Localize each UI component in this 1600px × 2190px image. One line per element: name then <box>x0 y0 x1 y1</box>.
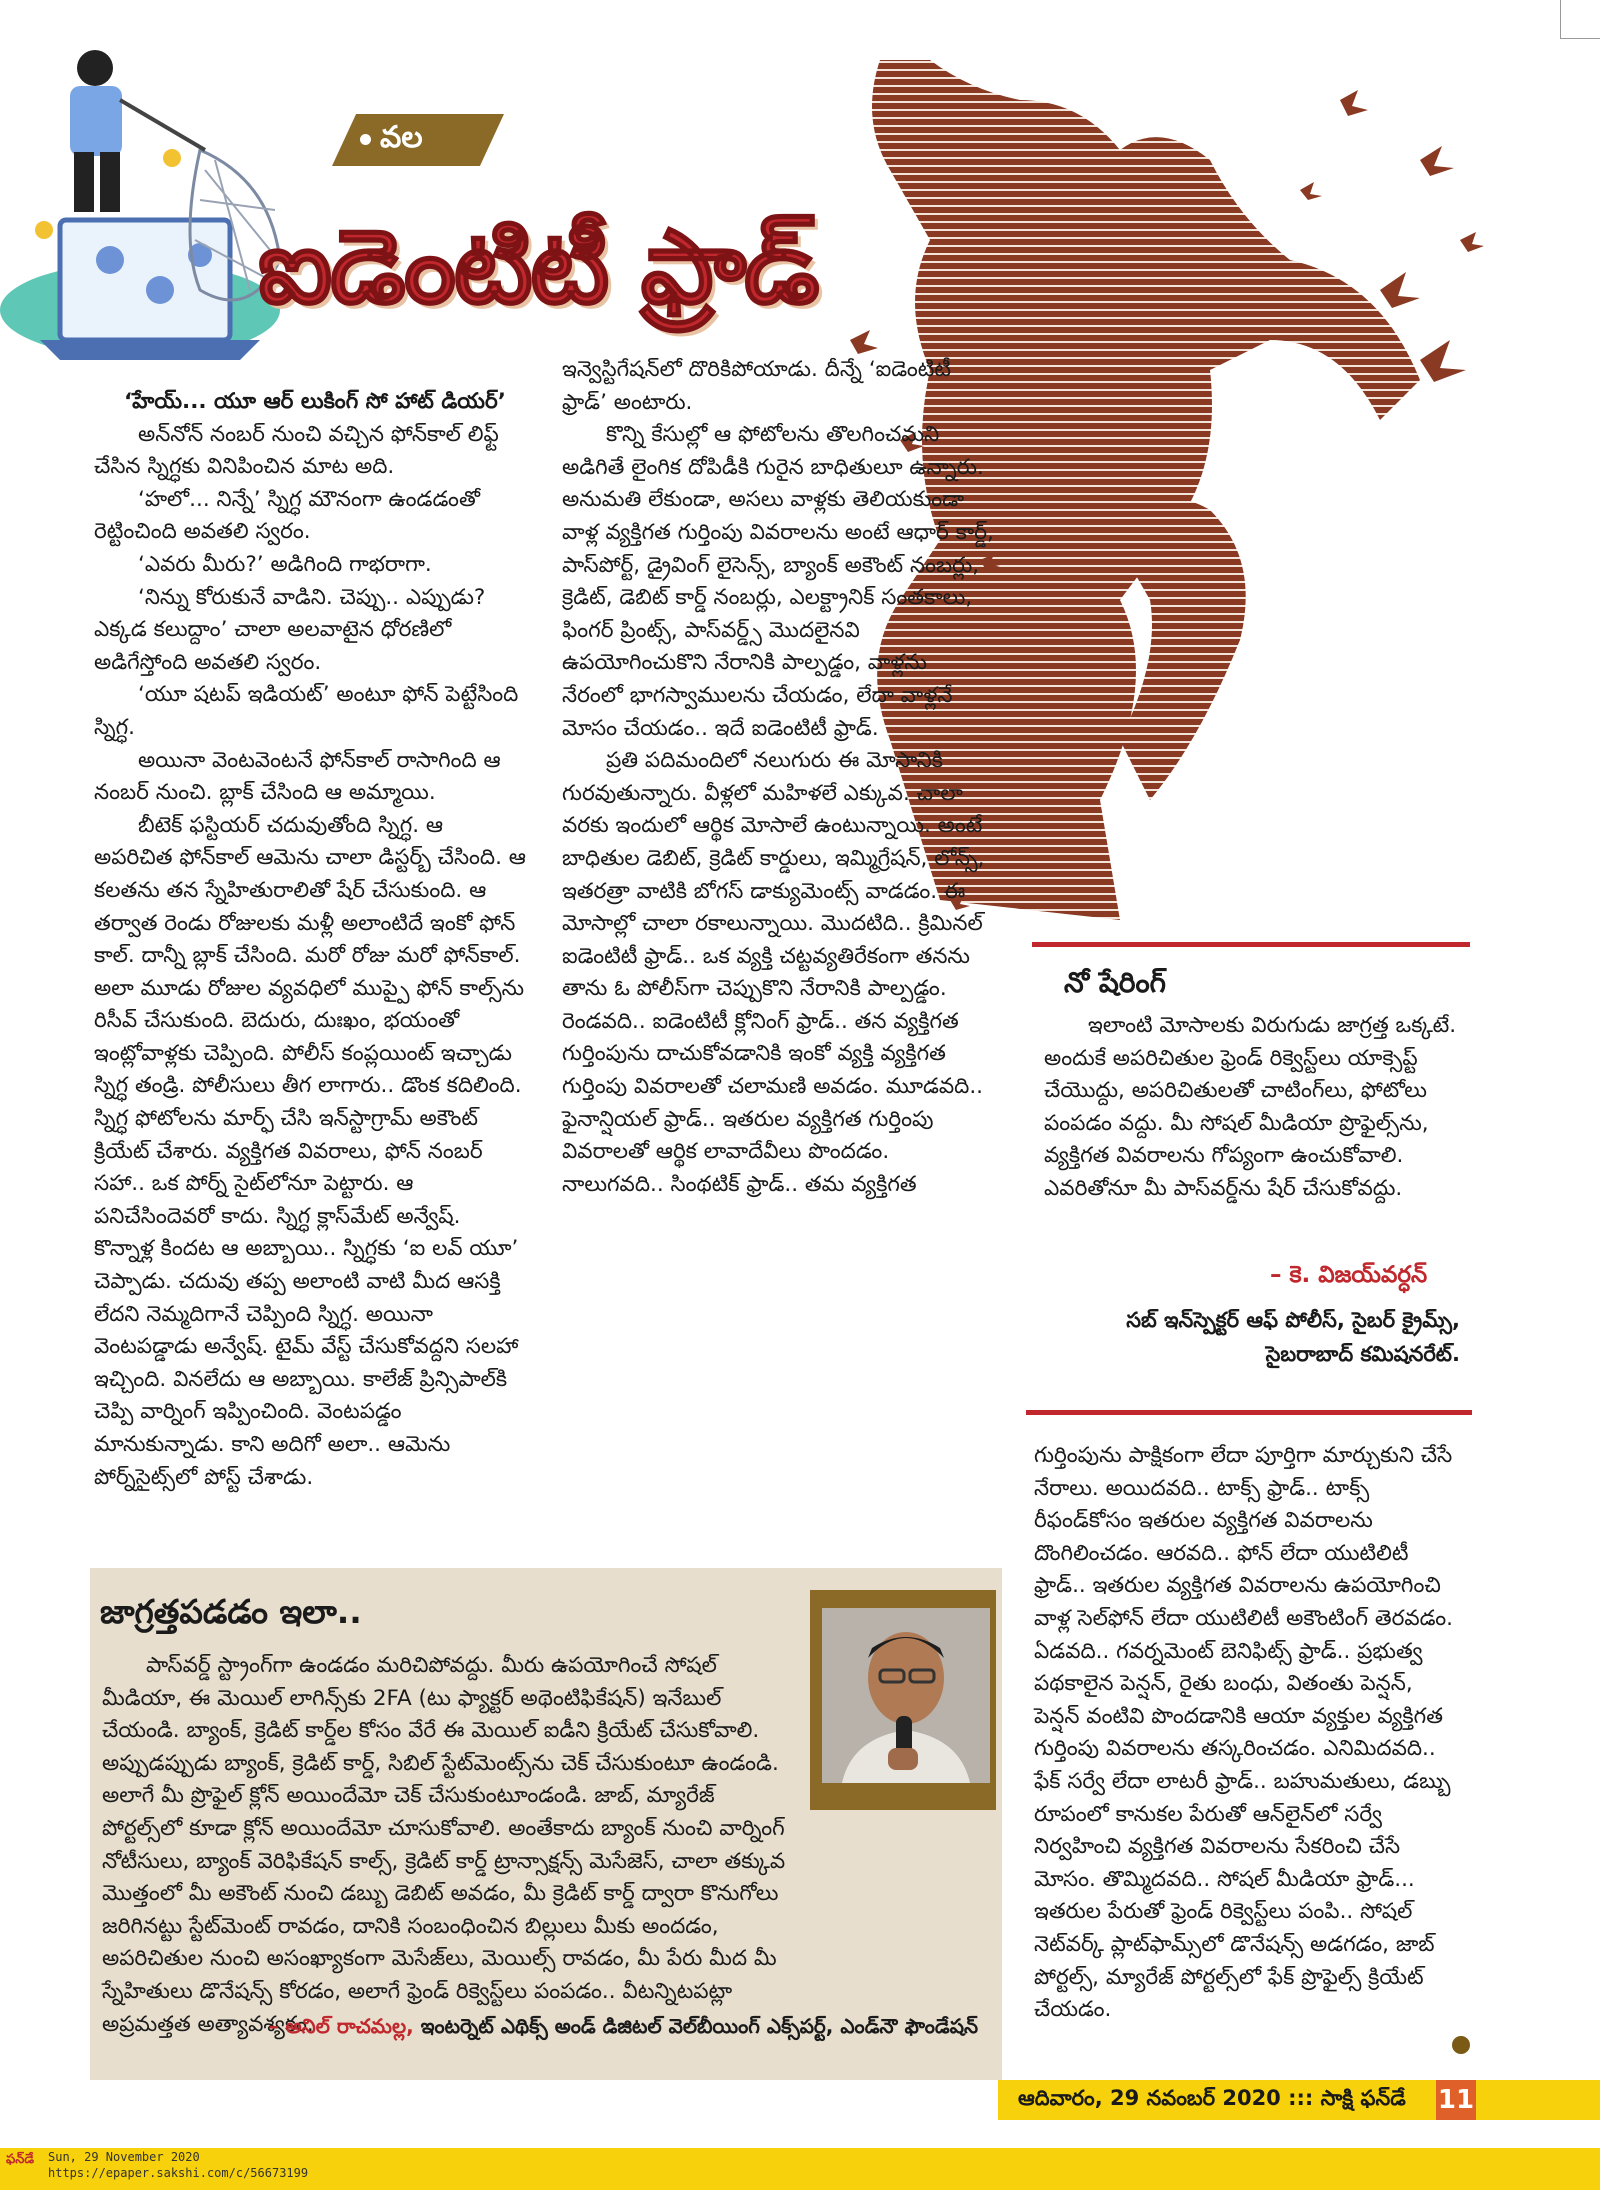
tips-credit-name: – అనిల్‌ రాచమల్ల, <box>268 2014 414 2038</box>
article-column-3 <box>1034 1440 1462 2027</box>
tips-credit-role: ఇంటర్నెట్‌ ఎథిక్స్‌ అండ్‌ డిజిటల్‌ వెల్‌బీయింగ్‌ ఎక్స్‌పర్ట్‌, ఎండ్‌నౌ ఫౌండేషన్‌ <box>413 2014 978 2038</box>
paragraph: బీటెక్‌ ఫస్టియర్‌ చదువుతోంది స్నిగ్ధ. ఆ అపరిచిత ఫోన్‌కాల్‌ ఆమెను చాలా డిస్టర్బ్‌ చేసింది. ఆ కలతను తన స్నేహితురాలితో షేర్‌ చేసుకుంది. ఆ తర్వాత రెండు రోజులకు మళ్లీ అలాంటిదే ఇంకో ఫోన్‌ కాల్‌. దాన్నీ బ్లాక్‌ చేసింది. మరో రోజు మరో ఫోన్‌కాల్‌. అలా మూడు రోజుల వ్యవధిలో ముప్పై ఫోన్‌ కాల్స్‌ను రిసీవ్‌ చేసుకుంది. బెదురు, దుఃఖం, భయంతో ఇంట్లోవాళ్లకు చెప్పింది. పోలీస్‌ కంప్లయింట్‌ ఇచ్చాడు స్నిగ్ధ తండ్రి. పోలీసులు తీగ లాగారు.. డొంక కదిలింది. స్నిగ్ధ ఫోటోలను మార్ఫ్‌ చేసి ఇన్‌స్టాగ్రామ్‌ అకౌంట్‌ క్రియేట్‌ చేశారు. వ్యక్తిగత వివరాలు, ఫోన్‌ నంబర్‌ సహా.. ఒక పోర్న్‌ సైట్‌లోనూ పెట్టారు. ఆ పనిచేసిందెవరో కాదు. స్నిగ్ధ క్లాస్‌మేట్‌ అన్వేష్‌. కొన్నాళ్ల కిందట ఆ అబ్బాయి.. స్నిగ్ధకు ‘ఐ లవ్‌ యూ’ చెప్పాడు. చదువు తప్ప అలాంటి వాటి మీద ఆసక్తి లేదని నెమ్మదిగానే చెప్పింది స్నిగ్ధ. అయినా వెంటపడ్డాడు అన్వేష్‌. టైమ్‌ వేస్ట్‌ చేసుకోవద్దని సలహా ఇచ్చింది. వినలేదు ఆ అబ్బాయి. కాలేజ్‌ ప్రిన్సిపాల్‌కి చెప్పి వార్నింగ్‌ ఇప్పించింది. వెంటపడ్డం మానుకున్నాడు. కాని అదిగో అలా.. ఆమెను పోర్న్‌సైట్స్‌లో పోస్ట్‌ చేశాడు. <box>94 812 526 1490</box>
epaper-url[interactable]: https://epaper.sakshi.com/c/56673199 <box>48 2166 309 2180</box>
tips-body <box>102 1650 994 2041</box>
sidebar-paragraph: ఇలాంటి మోసాలకు విరుగుడు జాగ్రత్త ఒక్కటే. అందుకే అపరిచితుల ఫ్రెండ్‌ రిక్వెస్ట్‌లు యాక్సెప్ట్‌ చేయొద్దు, అపరిచితులతో చాటింగ్‌లు, ఫోటోలు పంపడం వద్దు. మీ సోషల్‌ మీడియా ప్రొఫైల్స్‌ను, వ్యక్తిగత వివరాలను గోప్యంగా ఉంచుకోవాలి. ఎవరితోనూ మీ పాస్‌వర్డ్‌ను షేర్‌ చేసుకోవద్దు. <box>1044 1013 1457 1201</box>
sidebar-credit-role-line2: సైబరాబాద్‌ కమిషనరేట్‌. <box>1265 1342 1460 1366</box>
paragraph: ‘ఎవరు మీరు?’ అడిగింది గాభరాగా. <box>138 551 432 577</box>
article-column-2 <box>562 354 994 1201</box>
page-number: 11 <box>1436 2080 1476 2120</box>
tips-paragraph: పాస్‌వర్డ్‌ స్ట్రాంగ్‌గా ఉండడం మరిచిపోవద్దు. మీరు ఉపయోగించే సోషల్‌ మీడియా, ఈ మెయిల్‌ లాగిన్స్‌కు 2FA (టు ఫ్యాక్టర్‌ అథెంటిఫికేషన్‌) ఇనేబుల్‌ చేయండి. బ్యాంక్‌, క్రెడిట్‌ కార్డ్‌ల కోసం వేరే ఈ మెయిల్‌ ఐడీని క్రియేట్‌ చేసుకోవాలి. అప్పుడప్పుడు బ్యాంక్‌, క్రెడిట్‌ కార్డ్‌, సిబిల్‌ స్టేట్‌మెంట్స్‌ను చెక్‌ చేసుకుంటూ ఉండండి. అలాగే మీ ప్రొఫైల్‌ క్లోన్‌ అయిందేమో చెక్‌ చేసుకుంటూండండి. జాబ్‌, మ్యారేజ్‌ పోర్టల్స్‌లో కూడా క్లోన్‌ అయిందేమో చూసుకోవాలి. అంతేకాదు బ్యాంక్‌ నుంచి వార్నింగ్‌ నోటీసులు, బ్యాంక్‌ వెరిఫికేషన్‌ కాల్స్‌, క్రెడిట్‌ కార్డ్‌ ట్రాన్సాక్షన్స్‌ మెసేజెస్‌, చాలా తక్కువ మొత్తంలో మీ అకౌంట్‌ నుంచి డబ్బు డెబిట్‌ అవడం, మీ క్రెడిట్‌ కార్డ్‌ ద్వారా కొనుగోలు జరిగినట్టు స్టేట్‌మెంట్‌ రావడం, దానికి సంబంధించిన బిల్లులు మీకు అందడం, అపరిచితుల నుంచి అసంఖ్యాకంగా మెసేజ్‌లు, మెయిల్స్‌ రావడం, మీ పేరు మీద మీ స్నేహితులు డొనేషన్స్‌ కోరడం, అలాగే ఫ్రెండ్‌ రిక్వెస్ట్‌లు పంపడం.. వీటన్నిటపట్లా అప్రమత్తత అత్యావశ్యకం. <box>102 1653 786 2037</box>
article-column-1 <box>94 386 526 1494</box>
paragraph: అయినా వెంటవెంటనే ఫోన్‌కాల్‌ రాసాగింది ఆ నంబర్‌ నుంచి. బ్లాక్‌ చేసింది ఆ అమ్మాయి. <box>94 747 501 806</box>
headline: ఐడెంటిటీ ఫ్రాడ్ <box>258 208 818 327</box>
paragraph: అన్‌నోన్‌ నంబర్‌ నుంచి వచ్చిన ఫోన్‌కాల్‌ లిఫ్ట్‌ చేసిన స్నిగ్ధకు వినిపించిన మాట అది. <box>94 421 499 480</box>
sidebar-credit-name: – కె. విజయ్‌వర్ధన్‌ <box>1270 1262 1428 1288</box>
end-marker <box>1452 2036 1470 2054</box>
sidebar-body <box>1044 1010 1464 1206</box>
tag-bullet <box>360 134 371 145</box>
sidebar-top-rule <box>1032 942 1470 947</box>
footer-dateline: ఆదివారం, 29 నవంబర్‌ 2020 ::: సాక్షి ఫన్‌డే <box>1018 2086 1406 2110</box>
tips-credit <box>98 2014 978 2043</box>
paragraph: కొన్ని కేసుల్లో ఆ ఫోటోలను తొలగించమని అడిగితే లైంగిక దోపిడీకి గురైన బాధితులూ ఉన్నారు. అనుమతి లేకుండా, అసలు వాళ్లకు తెలియకుండా వాళ్ల వ్యక్తిగత గుర్తింపు వివరాలను అంటే ఆధార్‌ కార్డ్‌, పాస్‌పోర్ట్‌, డ్రైవింగ్‌ లైసెన్స్‌, బ్యాంక్‌ అకౌంట్‌ నంబర్లు, క్రెడిట్‌, డెబిట్‌ కార్డ్‌ నంబర్లు, ఎలక్ట్రానిక్‌ సంతకాలు, ఫింగర్‌ ప్రింట్స్‌, పాస్‌వర్డ్స్‌ మొదలైనవి ఉపయోగించుకొని నేరానికి పాల్పడ్డం, వాళ్లను నేరంలో భాగస్వాములను చేయడం, లేదా వాళ్లనే మోసం చేయడం.. ఇదే ఐడెంటిటీ ఫ్రాడ్‌. <box>562 422 994 741</box>
sidebar-credit-role-line1: సబ్‌ ఇన్‌స్పెక్టర్‌ ఆఫ్‌ పోలీస్‌, సైబర్‌ క్రైమ్స్‌, <box>1126 1308 1460 1332</box>
paragraph: ‘హలో... నిన్నే’ స్నిగ్ధ మౌనంగా ఉండడంతో రెట్టించింది అవతలి స్వరం. <box>94 486 480 545</box>
paragraph: ఇన్వెస్టిగేషన్‌లో దొరికిపోయాడు. దీన్నే ‘ఐడెంటిటీ ఫ్రాడ్‌’ అంటారు. <box>562 357 951 415</box>
paragraph: గుర్తింపును పాక్షికంగా లేదా పూర్తిగా మార్చుకుని చేసే నేరాలు. అయిదవది.. టాక్స్‌ ఫ్రాడ్‌.. టాక్స్‌ రీఫండ్‌కోసం ఇతరుల వ్యక్తిగత వివరాలను దొంగిలించడం. ఆరవది.. ఫోన్‌ లేదా యుటిలిటీ ఫ్రాడ్‌.. ఇతరుల వ్యక్తిగత వివరాలను ఉపయోగించి వాళ్ల సెల్‌ఫోన్‌ లేదా యుటిలిటీ అకౌంటింగ్‌ తెరవడం. ఏడవది.. గవర్నమెంట్‌ బెనిఫిట్స్‌ ఫ్రాడ్‌.. ప్రభుత్వ పథకాలైన పెన్షన్‌, రైతు బంధు, వితంతు పెన్షన్‌, పెన్షన్‌ వంటివి పొందడానికి ఆయా వ్యక్తుల వ్యక్తిగత గుర్తింపు వివరాలను తస్కరించడం. ఎనిమిదవది.. ఫేక్‌ సర్వే లేదా లాటరీ ఫ్రాడ్‌.. బహుమతులు, డబ్బు రూపంలో కానుకల పేరుతో ఆన్‌లైన్‌లో సర్వే నిర్వహించి వ్యక్తిగత వివరాలను సేకరించి చేసే మోసం. తొమ్మిదవది.. సోషల్‌ మీడియా ఫ్రాడ్‌... ఇతరుల పేరుతో ఫ్రెండ్‌ రిక్వెస్ట్‌లు పంపి.. సోషల్‌ నెట్‌వర్క్‌ ప్లాట్‌ఫామ్స్‌లో డొనేషన్స్‌ అడగడం, జాబ్‌ పోర్టల్స్‌, మ్యారేజ్‌ పోర్టల్స్‌లో ఫేక్‌ ప్రొఫైల్స్‌ క్రియేట్‌ చేయడం. <box>1034 1443 1453 2023</box>
paragraph: ప్రతి పదిమందిలో నలుగురు ఈ మోసానికి గురవుతున్నారు. వీళ్లలో మహిళలే ఎక్కువ. చాలా వరకు ఇందులో ఆర్థిక మోసాలే ఉంటున్నాయి. అంటే బాధితుల డెబిట్‌, క్రెడిట్‌ కార్డులు, ఇమ్మిగ్రేషన్‌, లోన్స్‌, ఇతరత్రా వాటికి బోగస్‌ డాక్యుమెంట్స్‌ వాడడం. ఈ మోసాల్లో చాలా రకాలున్నాయి. మొదటిది.. క్రిమినల్‌ ఐడెంటిటీ ఫ్రాడ్‌.. ఒక వ్యక్తి చట్టవ్యతిరేకంగా తనను తాను ఓ పోలీస్‌గా చెప్పుకొని నేరానికి పాల్పడ్డం. రెండవది.. ఐడెంటిటీ క్లోనింగ్‌ ఫ్రాడ్‌.. తన వ్యక్తిగత గుర్తింపును దాచుకోవడానికి ఇంకో వ్యక్తి వ్యక్తిగత గుర్తింపు వివరాలతో చలామణి అవడం. మూడవది.. ఫైనాన్షియల్‌ ఫ్రాడ్‌.. ఇతరుల వ్యక్తిగత గుర్తింపు వివరాలతో ఆర్థిక లావాదేవీలు పొందడం. నాలుగవది.. సింథటిక్‌ ఫ్రాడ్‌.. తమ వ్యక్తిగత <box>562 748 985 1197</box>
sidebar-bottom-rule <box>1026 1410 1472 1415</box>
brand-logo: ఫన్‌డే <box>6 2152 34 2167</box>
paragraph: ‘హేయ్‌... యూ ఆర్‌ లుకింగ్‌ సో హాట్‌ డియర్‌’ <box>124 389 506 414</box>
section-tag: వల <box>380 120 423 155</box>
hacker-illustration <box>0 40 300 360</box>
tips-title: జాగ్రత్తపడడం ఇలా.. <box>100 1592 362 1631</box>
epaper-date: Sun, 29 November 2020 <box>48 2150 200 2164</box>
sidebar-title: నో షేరింగ్‌ <box>1064 966 1166 999</box>
page-corner <box>1560 0 1600 39</box>
paragraph: ‘యూ షటప్‌ ఇడియట్‌’ అంటూ ఫోన్‌ పెట్టేసింది స్నిగ్ధ. <box>94 682 519 740</box>
paragraph: ‘నిన్ను కోరుకునే వాడిని. చెప్పు.. ఎప్పుడు? ఎక్కడ కలుద్దాం’ చాలా అలవాటైన ధోరణిలో అడిగేస్తోంది అవతలి స్వరం. <box>94 584 486 675</box>
